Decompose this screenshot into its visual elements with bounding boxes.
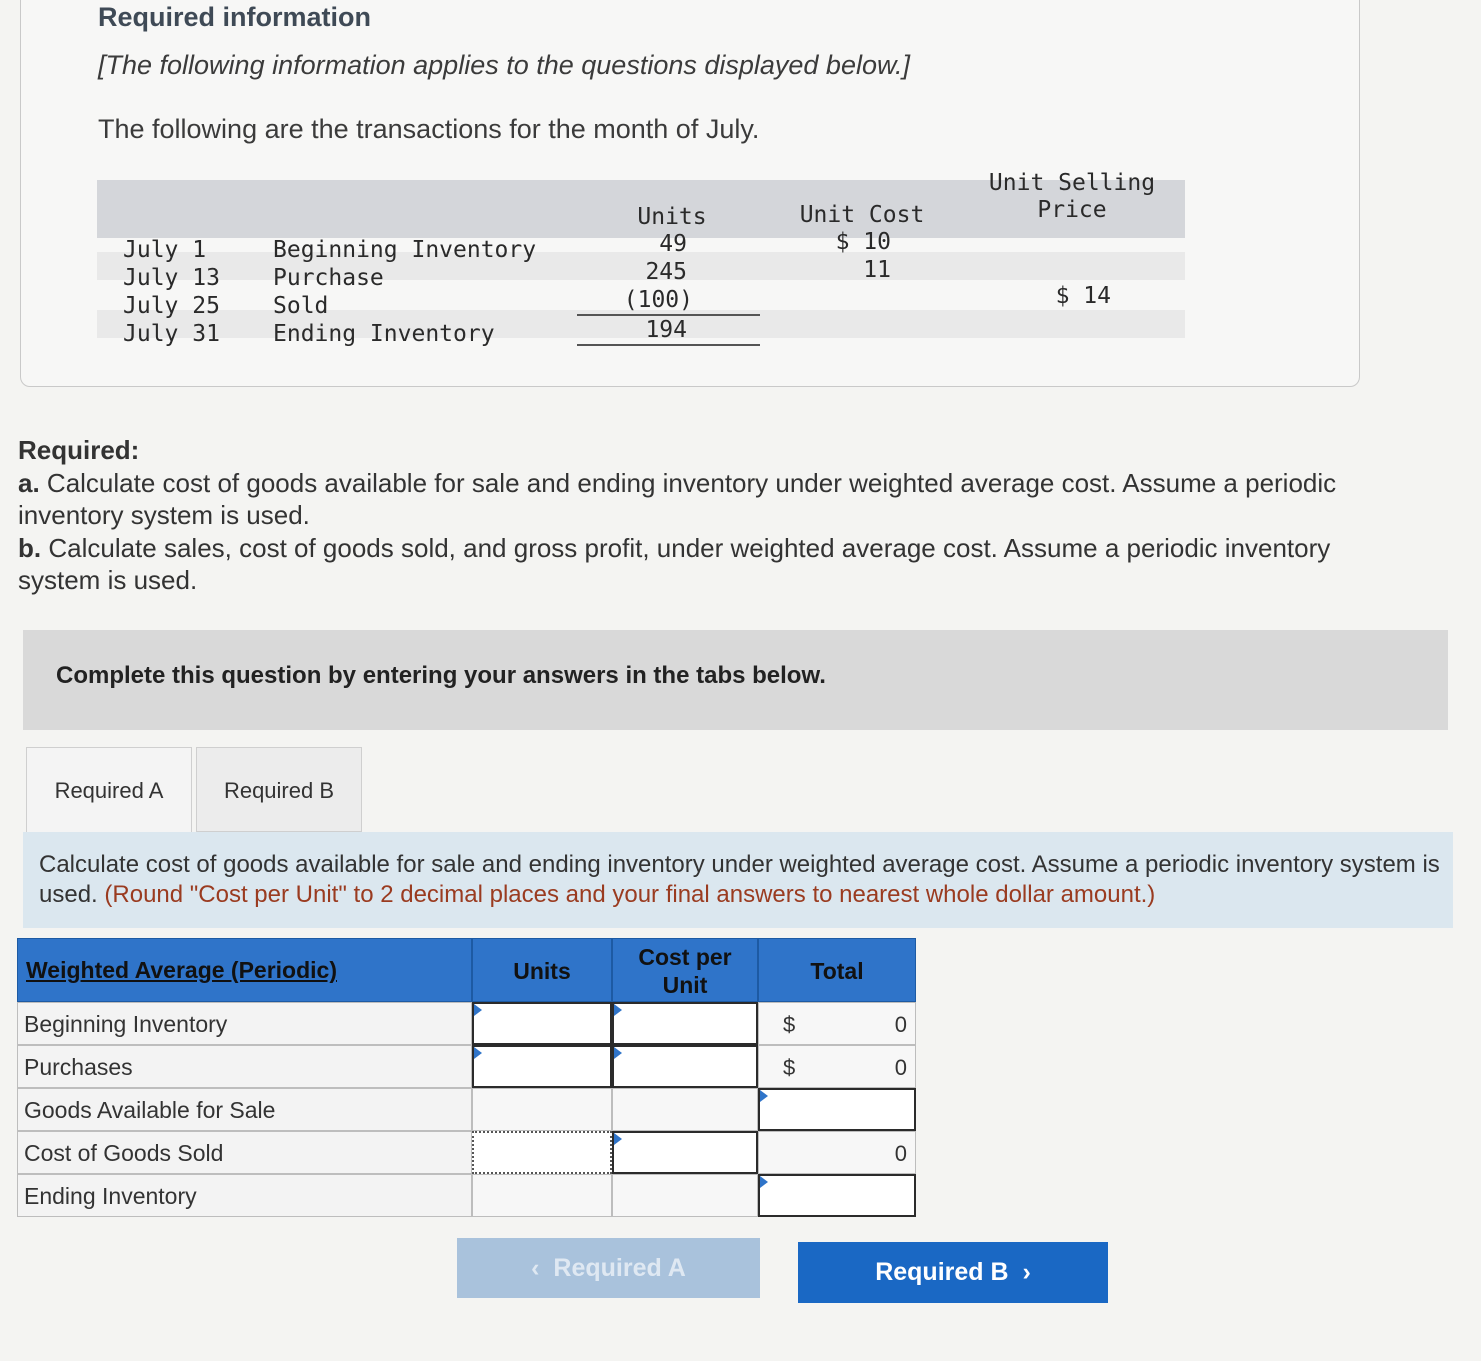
row-label: Purchases — [17, 1045, 472, 1088]
row-unit-cost: $ 10 — [835, 229, 891, 255]
row-desc: Ending Inventory — [273, 321, 495, 347]
row-label: Ending Inventory — [17, 1174, 472, 1217]
required-a: a. Calculate cost of goods available for sale and ending inventory under weighted average cost. Assume a periodic inventory system is used. — [18, 467, 1337, 530]
info-intro: The following are the transactions for the month of July. — [98, 114, 760, 144]
info-title: Required information — [98, 2, 372, 32]
header-cost-per-unit: Cost per Unit — [612, 938, 758, 1002]
prev-required-a-button[interactable]: ‹ Required A — [457, 1238, 760, 1298]
header-weighted-average: Weighted Average (Periodic) — [17, 938, 472, 1002]
header-unit-cost: Unit Cost — [799, 202, 925, 228]
instruction-panel — [23, 832, 1453, 928]
next-required-b-button[interactable]: Required B › — [798, 1242, 1108, 1303]
header-units: Units — [472, 938, 612, 1002]
transactions-table — [97, 168, 1185, 350]
row-unit-cost: 11 — [863, 257, 891, 283]
beginning-total: $ 0 — [758, 1002, 916, 1045]
row-units: 245 — [645, 259, 687, 285]
cogs-total: 0 — [758, 1131, 916, 1174]
header-total: Total — [758, 938, 916, 1002]
info-note: [The following information applies to the questions displayed below.] — [98, 50, 910, 80]
row-units: (100) — [623, 287, 693, 313]
banner-text: Complete this question by entering your answers in the tabs below. — [56, 662, 826, 689]
ending-cost — [612, 1174, 758, 1217]
row-units: 194 — [645, 317, 687, 343]
table-row — [17, 1088, 916, 1131]
chevron-right-icon: › — [1008, 1258, 1031, 1286]
row-date: July 25 — [123, 293, 220, 319]
available-cost — [612, 1088, 758, 1131]
tab-required-b[interactable]: Required B — [196, 747, 362, 832]
table-row — [17, 1174, 916, 1217]
required-heading: Required: — [18, 435, 140, 465]
row-label: Cost of Goods Sold — [17, 1131, 472, 1174]
tab-required-a[interactable]: Required A — [26, 747, 192, 832]
complete-banner — [23, 630, 1448, 730]
header-units: Units — [637, 204, 707, 230]
row-desc: Beginning Inventory — [273, 237, 537, 263]
beginning-units-input[interactable] — [472, 1002, 612, 1045]
beginning-cost-input[interactable] — [612, 1002, 758, 1045]
ending-total-input[interactable] — [758, 1174, 916, 1217]
row-label: Beginning Inventory — [17, 1002, 472, 1045]
row-date: July 31 — [123, 321, 220, 347]
header-unit-selling-price: Unit Selling Price — [988, 170, 1156, 223]
table-row — [17, 1045, 916, 1088]
instruction-text: Calculate cost of goods available for sale and ending inventory under weighted average cost. Assume a periodic inventory system is used. (Round "Cost per Unit" to 2 decimal places and your final answers to nearest whole dollar amount.) — [39, 851, 1440, 908]
row-desc: Sold — [273, 293, 329, 319]
purchases-cost-input[interactable] — [612, 1045, 758, 1088]
ending-units — [472, 1174, 612, 1217]
row-date: July 1 — [123, 237, 207, 263]
available-units — [472, 1088, 612, 1131]
row-date: July 13 — [123, 265, 220, 291]
required-instructions — [18, 434, 1418, 597]
available-total-input[interactable] — [758, 1088, 916, 1131]
table-row — [17, 1002, 916, 1045]
row-price: $ 14 — [1055, 283, 1111, 309]
cogs-cost-input[interactable] — [612, 1131, 758, 1174]
table-row — [17, 1131, 916, 1174]
purchases-total: $ 0 — [758, 1045, 916, 1088]
row-label: Goods Available for Sale — [17, 1088, 472, 1131]
row-units: 49 — [659, 231, 687, 257]
required-b: b. Calculate sales, cost of goods sold, and gross profit, under weighted average cost. Assume a periodic inventory system is used. — [18, 532, 1331, 595]
double-rule — [577, 344, 760, 346]
purchases-units-input[interactable] — [472, 1045, 612, 1088]
chevron-left-icon: ‹ — [531, 1254, 554, 1282]
row-desc: Purchase — [273, 265, 384, 291]
cogs-units-input[interactable] — [472, 1131, 612, 1174]
